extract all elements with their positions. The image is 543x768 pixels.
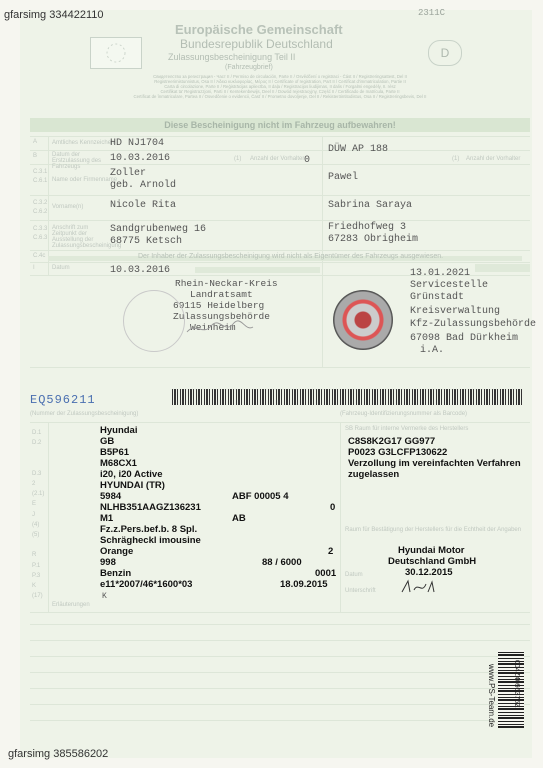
right-authority-4: Kfz-Zulassungsbehörde [410,319,537,330]
right-authority-2: Grünstadt [410,292,465,303]
vertical-barcode-text: 004Z4095376Z [513,660,520,708]
C33-city: 68775 Ketsch [110,236,183,247]
left-authority-4: Zulassungsbehörde [173,311,270,322]
section2-codes: D.1 D.2 D.3 2 (2.1) E J (4) (5) R P.1 P.3 K (17) [32,430,45,600]
right-line-4: zugelassen [348,469,400,480]
left-authority-2: Landratsamt [190,289,253,300]
E-vin: NLHB351AAGZ136231 [100,502,201,513]
P2-value: 88 / 6000 [262,557,302,568]
watermark-bottom: gfarsimg 385586202 [8,748,109,760]
code-22: ABF 00005 4 [232,491,289,502]
document-number-label: (Nummer der Zulassungsbescheinigung) [30,411,139,417]
I-right: 13.01.2021 [410,268,471,279]
manufacturer-signature [400,578,440,596]
C31-right: Pawel [328,172,359,183]
C31-name1: Zoller [110,168,147,179]
corner-note: 2311C [418,8,446,18]
P3-code: 0001 [315,568,337,579]
signature-label: Unterschrift [345,588,376,594]
K-date: 18.09.2015 [280,579,328,590]
left-seal [123,290,185,352]
left-authority-1: Rhein-Neckar-Kreis [175,278,278,289]
right-line-1: C8S8K2G17 GG977 [348,436,436,447]
D2-version: M68CX1 [100,458,137,469]
K-extra: K [102,592,107,601]
row-17-label: Erläuterungen [52,602,90,608]
divider [30,195,530,196]
A-right: DÜW AP 188 [328,144,389,155]
D3-hersteller: HYUNDAI (TR) [100,480,165,491]
country-code: D [428,40,462,66]
label-C31: Name oder Firmenname [52,177,118,183]
C32-right: Sabrina Saraya [328,200,413,211]
label-C33: Anschrift zum Zeitpunkt der Ausstellung der Zulassungsbescheinigung [52,225,122,249]
multilingual-text: Свидетелство за регистрация - Част II / Permiso de circulación, Parte II / Osvědčení o registraci - Část II / Registreringsattest, Del II Registreerimistunnistus, Osa II / Άδεια κυκλοφορίας, Μέρος II / Certificate of registration, Part II / Certificat d'immatriculation, Partie II Carta di circolazione, Parte II / Reģistrācijas apliecība, II daļa / Registracijos liudijimas, II dalis / Forgalmi engedély, II. rész Certifikat ta' Registrazzjoni, Parti II / Kentekenbewijs, Deel II / Dowód rejestracyjny, Część II / Certificado de matrícula, Parte II Certificat de înmatriculare, Partea II / Osvedčenie o evidencii, Časť II / Prometno dovoljenje, Del II / Rekisteröintitodistus, Osa II / Registreringsbevis, Del II [133,74,427,99]
P1-value: 998 [100,557,116,568]
E-pruefziffer: 0 [330,502,336,513]
vin-barcode-label: (Fahrzeug-Identifizierungsnummer als Barcode) [340,411,468,417]
D1-value: Hyundai [100,425,138,436]
header-title-1: Europäische Gemeinschaft [175,22,343,37]
divider [30,150,530,151]
divider [322,136,323,367]
B-value: 10.03.2016 [110,153,171,164]
left-authority-3: 69115 Heidelberg [173,300,265,311]
D3-value: i20, i20 Active [100,469,163,480]
datum-label: Datum [345,572,363,578]
divider [30,262,530,263]
I-value: 10.03.2016 [110,265,171,276]
warning-banner: Diese Bescheinigung nicht im Fahrzeug aufbewahren! [30,118,530,132]
manufacturer-1: Hyundai Motor [398,545,465,556]
C32-value: Nicole Rita [110,200,177,211]
J-value: M1 [100,513,114,524]
eu-flag [90,37,142,69]
right-authority-5: 67098 Bad Dürkheim [410,333,519,344]
A-value: HD NJ1704 [110,138,165,149]
class-5b: Schrägheckl imousine [100,535,201,546]
header-title-2: Bundesrepublik Deutschland [180,37,333,51]
label-A: Amtliches Kennzeichen [52,140,115,146]
divider [30,136,530,137]
right-authority-1: Servicestelle [410,280,489,291]
divider [30,250,530,251]
right-label: SB Raum für interne Vermerke des Herstellers [345,426,469,432]
class-5a: Fz.z.Pers.bef.b. 8 Spl. [100,524,198,535]
left-signature [185,318,255,338]
code-21: 5984 [100,491,122,502]
divider [30,164,530,165]
left-authority-5: Weinheim [190,322,236,333]
right-bottom-label: Raum für Bestätigung der Herstellers für die Echtheit der Angaben [345,527,522,533]
B-num-value: 0 [304,155,311,166]
J4-value: AB [232,513,246,524]
K-value: e11*2007/46*1600*03 [100,579,193,590]
c4c-text: Der Inhaber der Zulassungsbescheinigung wird nicht als Eigentümer des Fahrzeugs ausgewiesen. [138,253,444,260]
right-line-3: Verzollung im vereinfachten Verfahren [348,458,521,469]
watermark-top: gfarsimg 334422110 [4,9,104,21]
C33-right-street: Friedhofweg 3 [328,222,407,233]
right-seal [333,290,393,350]
vertical-barcode [498,650,524,728]
right-authority-3: Kreisverwaltung [410,306,501,317]
vin-barcode [172,389,524,405]
divider [48,136,49,276]
right-authority-6: i.A. [420,345,445,356]
manufacturer-2: Deutschland GmbH [388,556,477,567]
P3-fuel: Benzin [100,568,132,579]
C31-name2: geb. Arnold [110,180,177,191]
C33-street: Sandgrubenweg 16 [110,224,207,235]
divider [30,367,530,368]
label-C32: Vorname(n) [52,204,84,210]
R-color: Orange [100,546,134,557]
C33-right-city: 67283 Obrigheim [328,234,419,245]
D2-typ: GB [100,436,115,447]
divider [30,220,530,221]
right-line-2: P0023 G3LCFP130622 [348,447,448,458]
header-subtitle: Zulassungsbescheinigung Teil II [168,52,296,62]
document-number: EQ596211 [30,393,96,407]
label-B: Datum der Erstzulassung des Fahrzeugs [52,152,102,170]
label-I: Datum [52,265,70,271]
website-text: www.PS-Team.de [487,664,496,728]
D2-variante: B5P61 [100,447,130,458]
manufacturer-date: 30.12.2015 [405,567,453,578]
R-num: 2 [328,546,334,557]
header-fahrzeugbrief: (Fahrzeugbrief) [225,64,273,71]
